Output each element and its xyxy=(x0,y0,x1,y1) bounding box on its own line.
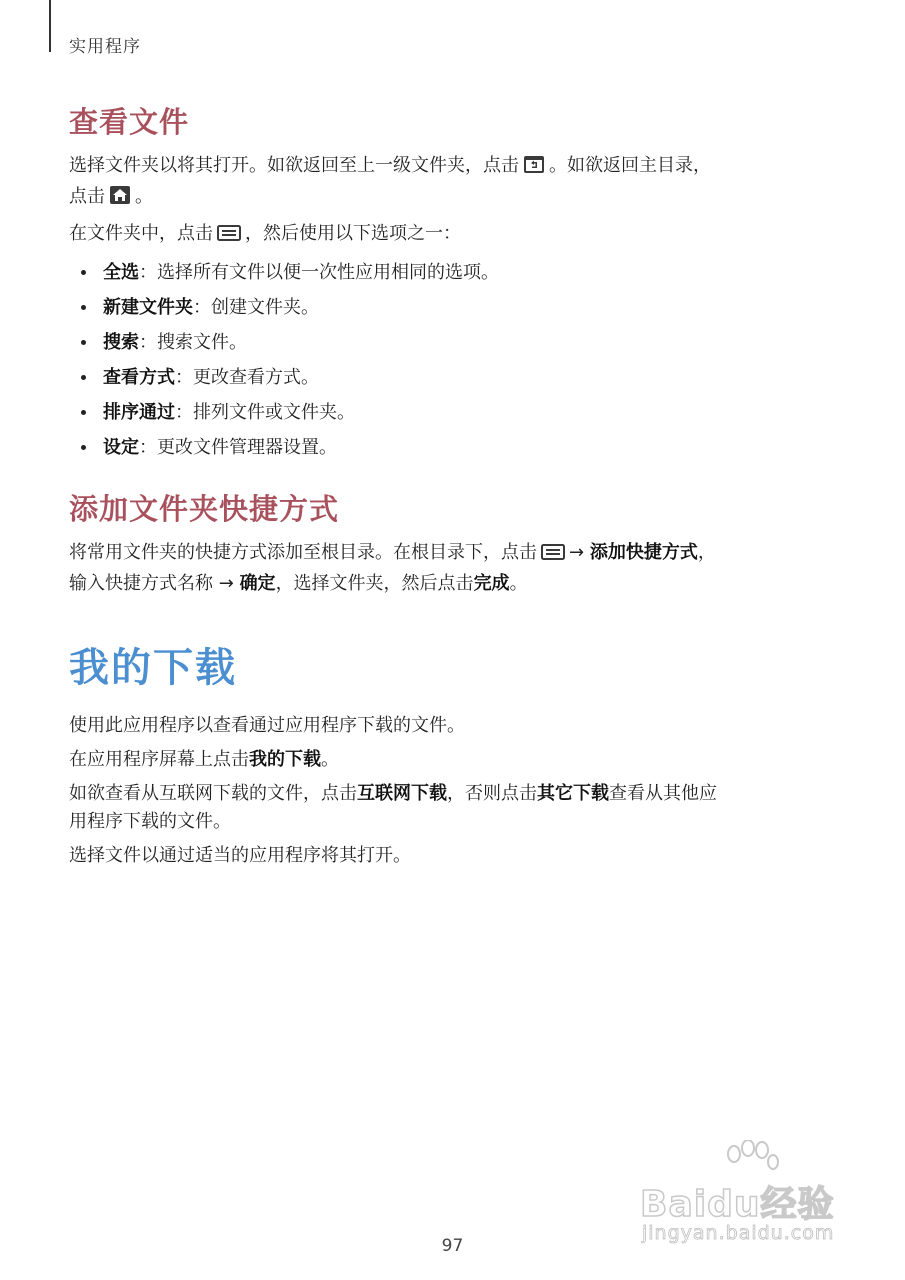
option-term: 新建文件夹 xyxy=(103,297,193,318)
paragraph-open-downloads xyxy=(69,746,839,774)
list-item xyxy=(69,395,839,430)
option-desc: ：选择所有文件以便一次性应用相同的选项。 xyxy=(139,262,499,283)
baidu-watermark xyxy=(640,1140,855,1250)
menu-icon xyxy=(217,223,241,251)
text: ， xyxy=(697,542,716,563)
text: ，然后使用以下选项之一： xyxy=(245,223,461,244)
option-desc: ：创建文件夹。 xyxy=(193,297,319,318)
text: 选择文件夹以将其打开。如欲返回至上一级文件夹，点击 xyxy=(69,155,519,176)
home-icon xyxy=(109,185,131,214)
text: 。 xyxy=(135,186,153,207)
menu-option-add-shortcut: 添加快捷方式 xyxy=(589,542,698,563)
list-item xyxy=(69,325,839,360)
text: 。 xyxy=(509,573,528,594)
bullet xyxy=(81,305,86,310)
tab-other-downloads: 其它下载 xyxy=(537,783,609,804)
header-rule xyxy=(49,0,51,52)
list-item xyxy=(69,430,839,465)
text: ，选择文件夹，然后点击 xyxy=(275,573,474,594)
bullet xyxy=(81,375,86,380)
section-title-my-downloads: 我的下载 xyxy=(69,645,237,691)
button-confirm: 确定 xyxy=(239,573,276,594)
list-item xyxy=(69,290,839,325)
option-desc: ：排列文件或文件夹。 xyxy=(175,402,355,423)
text: 将常用文件夹的快捷方式添加至根目录。在根目录下，点击 xyxy=(69,542,537,563)
text: 如欲查看从互联网下载的文件，点击 xyxy=(69,783,357,804)
button-done: 完成 xyxy=(473,573,510,594)
section-title-add-shortcut: 添加文件夹快捷方式 xyxy=(69,492,340,526)
paragraph-open-file: 选择文件以通过适当的应用程序将其打开。 xyxy=(69,845,411,866)
bullet xyxy=(81,445,86,450)
bullet xyxy=(81,270,86,275)
watermark-brand: Baidu经验 xyxy=(640,1184,835,1225)
text: 在应用程序屏幕上点击 xyxy=(69,749,249,770)
paw-logo-icon xyxy=(718,1140,782,1180)
menu-icon xyxy=(541,542,565,570)
text: 在文件夹中，点击 xyxy=(69,223,213,244)
paragraph-add-shortcut xyxy=(69,539,839,598)
list-item xyxy=(69,360,839,395)
arrow: → xyxy=(218,573,234,594)
option-term: 设定 xyxy=(103,437,139,458)
text: 用程序下载的文件。 xyxy=(69,811,231,832)
paragraph-downloads-intro: 使用此应用程序以查看通过应用程序下载的文件。 xyxy=(69,715,465,736)
paragraph-open-folder xyxy=(69,152,839,214)
text: 点击 xyxy=(69,186,105,207)
section-title-view-files: 查看文件 xyxy=(69,105,190,139)
bullet xyxy=(81,410,86,415)
bullet xyxy=(81,340,86,345)
option-term: 查看方式 xyxy=(103,367,175,388)
page-content xyxy=(69,100,839,870)
tab-internet-downloads: 互联网下载 xyxy=(357,783,447,804)
options-list xyxy=(69,255,839,465)
option-term: 排序通过 xyxy=(103,402,175,423)
text: 输入快捷方式名称 xyxy=(69,573,213,594)
text: 。 xyxy=(321,749,339,770)
list-item xyxy=(69,255,839,290)
option-desc: ：更改文件管理器设置。 xyxy=(139,437,337,458)
option-desc: ：更改查看方式。 xyxy=(175,367,319,388)
option-term: 搜索 xyxy=(103,332,139,353)
app-name-my-downloads: 我的下载 xyxy=(249,749,321,770)
text: 。如欲返回主目录， xyxy=(549,155,711,176)
option-term: 全选 xyxy=(103,262,139,283)
option-desc: ：搜索文件。 xyxy=(139,332,247,353)
text: 查看从其他应 xyxy=(609,783,717,804)
page-number: 97 xyxy=(441,1236,464,1256)
text: ，否则点击 xyxy=(447,783,537,804)
running-header: 实用程序 xyxy=(69,37,141,57)
watermark-url: jingyan.baidu.com xyxy=(642,1222,835,1244)
up-folder-icon xyxy=(523,154,545,183)
paragraph-folder-options xyxy=(69,220,839,251)
paragraph-download-sources xyxy=(69,780,839,836)
arrow: → xyxy=(569,542,585,563)
